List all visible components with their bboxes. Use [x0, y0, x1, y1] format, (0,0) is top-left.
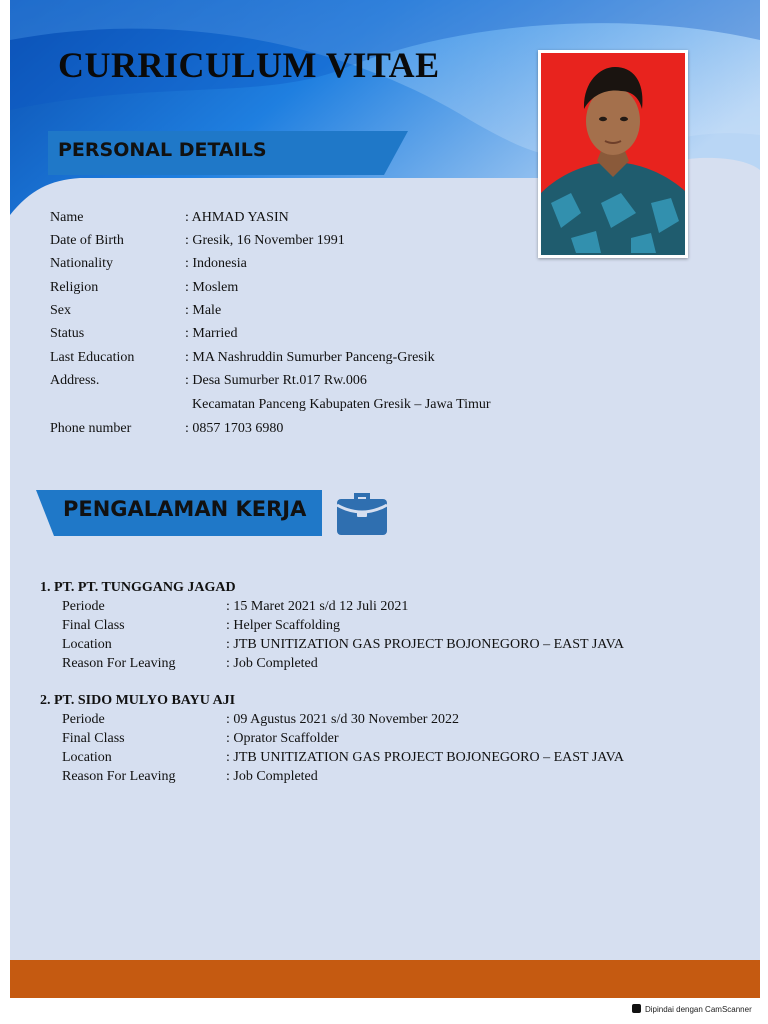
job-value: : 15 Maret 2021 s/d 12 Juli 2021 [226, 599, 409, 614]
job-label: Periode [62, 712, 105, 727]
job-value: : JTB UNITIZATION GAS PROJECT BOJONEGORO – EAST JAVA [226, 750, 625, 765]
detail-label: Name [50, 210, 84, 225]
scanner-watermark [632, 1004, 752, 1014]
job-title: 1. PT. PT. TUNGGANG JAGAD [40, 580, 236, 595]
detail-value: : MA Nashruddin Sumurber Panceng-Gresik [185, 350, 435, 365]
detail-value: : AHMAD YASIN [185, 210, 289, 225]
detail-label: Sex [50, 303, 71, 318]
detail-value: : Gresik, 16 November 1991 [185, 233, 345, 248]
scanner-note: Dipindai dengan CamScanner [645, 1005, 752, 1014]
detail-value: : 0857 1703 6980 [185, 421, 284, 436]
detail-value: : Married [185, 326, 238, 341]
job-value: : 09 Agustus 2021 s/d 30 November 2022 [226, 712, 459, 727]
briefcase-icon [335, 489, 389, 537]
detail-label: Nationality [50, 256, 113, 271]
cv-page [10, 0, 760, 998]
job-label: Final Class [62, 618, 125, 633]
detail-label: Religion [50, 280, 99, 295]
job-value: : Job Completed [226, 769, 318, 784]
detail-value: : Desa Sumurber Rt.017 Rw.006 [185, 373, 367, 388]
detail-label: Status [50, 326, 85, 341]
personal-details-heading: PERSONAL DETAILS [58, 139, 267, 161]
detail-label: Address. [50, 373, 100, 388]
job-label: Location [62, 637, 112, 652]
detail-label: Phone number [50, 421, 132, 436]
document-title: CURRICULUM VITAE [58, 45, 440, 85]
job-label: Periode [62, 599, 105, 614]
detail-label: Date of Birth [50, 233, 124, 248]
job-label: Final Class [62, 731, 125, 746]
detail-label: Last Education [50, 350, 135, 365]
job-label: Reason For Leaving [62, 656, 176, 671]
job-title: 2. PT. SIDO MULYO BAYU AJI [40, 693, 236, 708]
job-value: : Oprator Scaffolder [226, 731, 339, 746]
footer-bar [10, 960, 760, 998]
detail-value: : Male [185, 303, 222, 318]
work-experience-heading: PENGALAMAN KERJA [63, 497, 307, 521]
camscanner-icon [632, 1004, 641, 1013]
detail-value: Kecamatan Panceng Kabupaten Gresik – Jawa Timur [185, 397, 491, 412]
job-value: : Helper Scaffolding [226, 618, 341, 633]
job-label: Location [62, 750, 112, 765]
job-label: Reason For Leaving [62, 769, 176, 784]
job-value: : Job Completed [226, 656, 318, 671]
job-value: : JTB UNITIZATION GAS PROJECT BOJONEGORO – EAST JAVA [226, 637, 625, 652]
detail-value: : Indonesia [185, 256, 247, 271]
detail-value: : Moslem [185, 280, 239, 295]
profile-photo [538, 50, 688, 258]
